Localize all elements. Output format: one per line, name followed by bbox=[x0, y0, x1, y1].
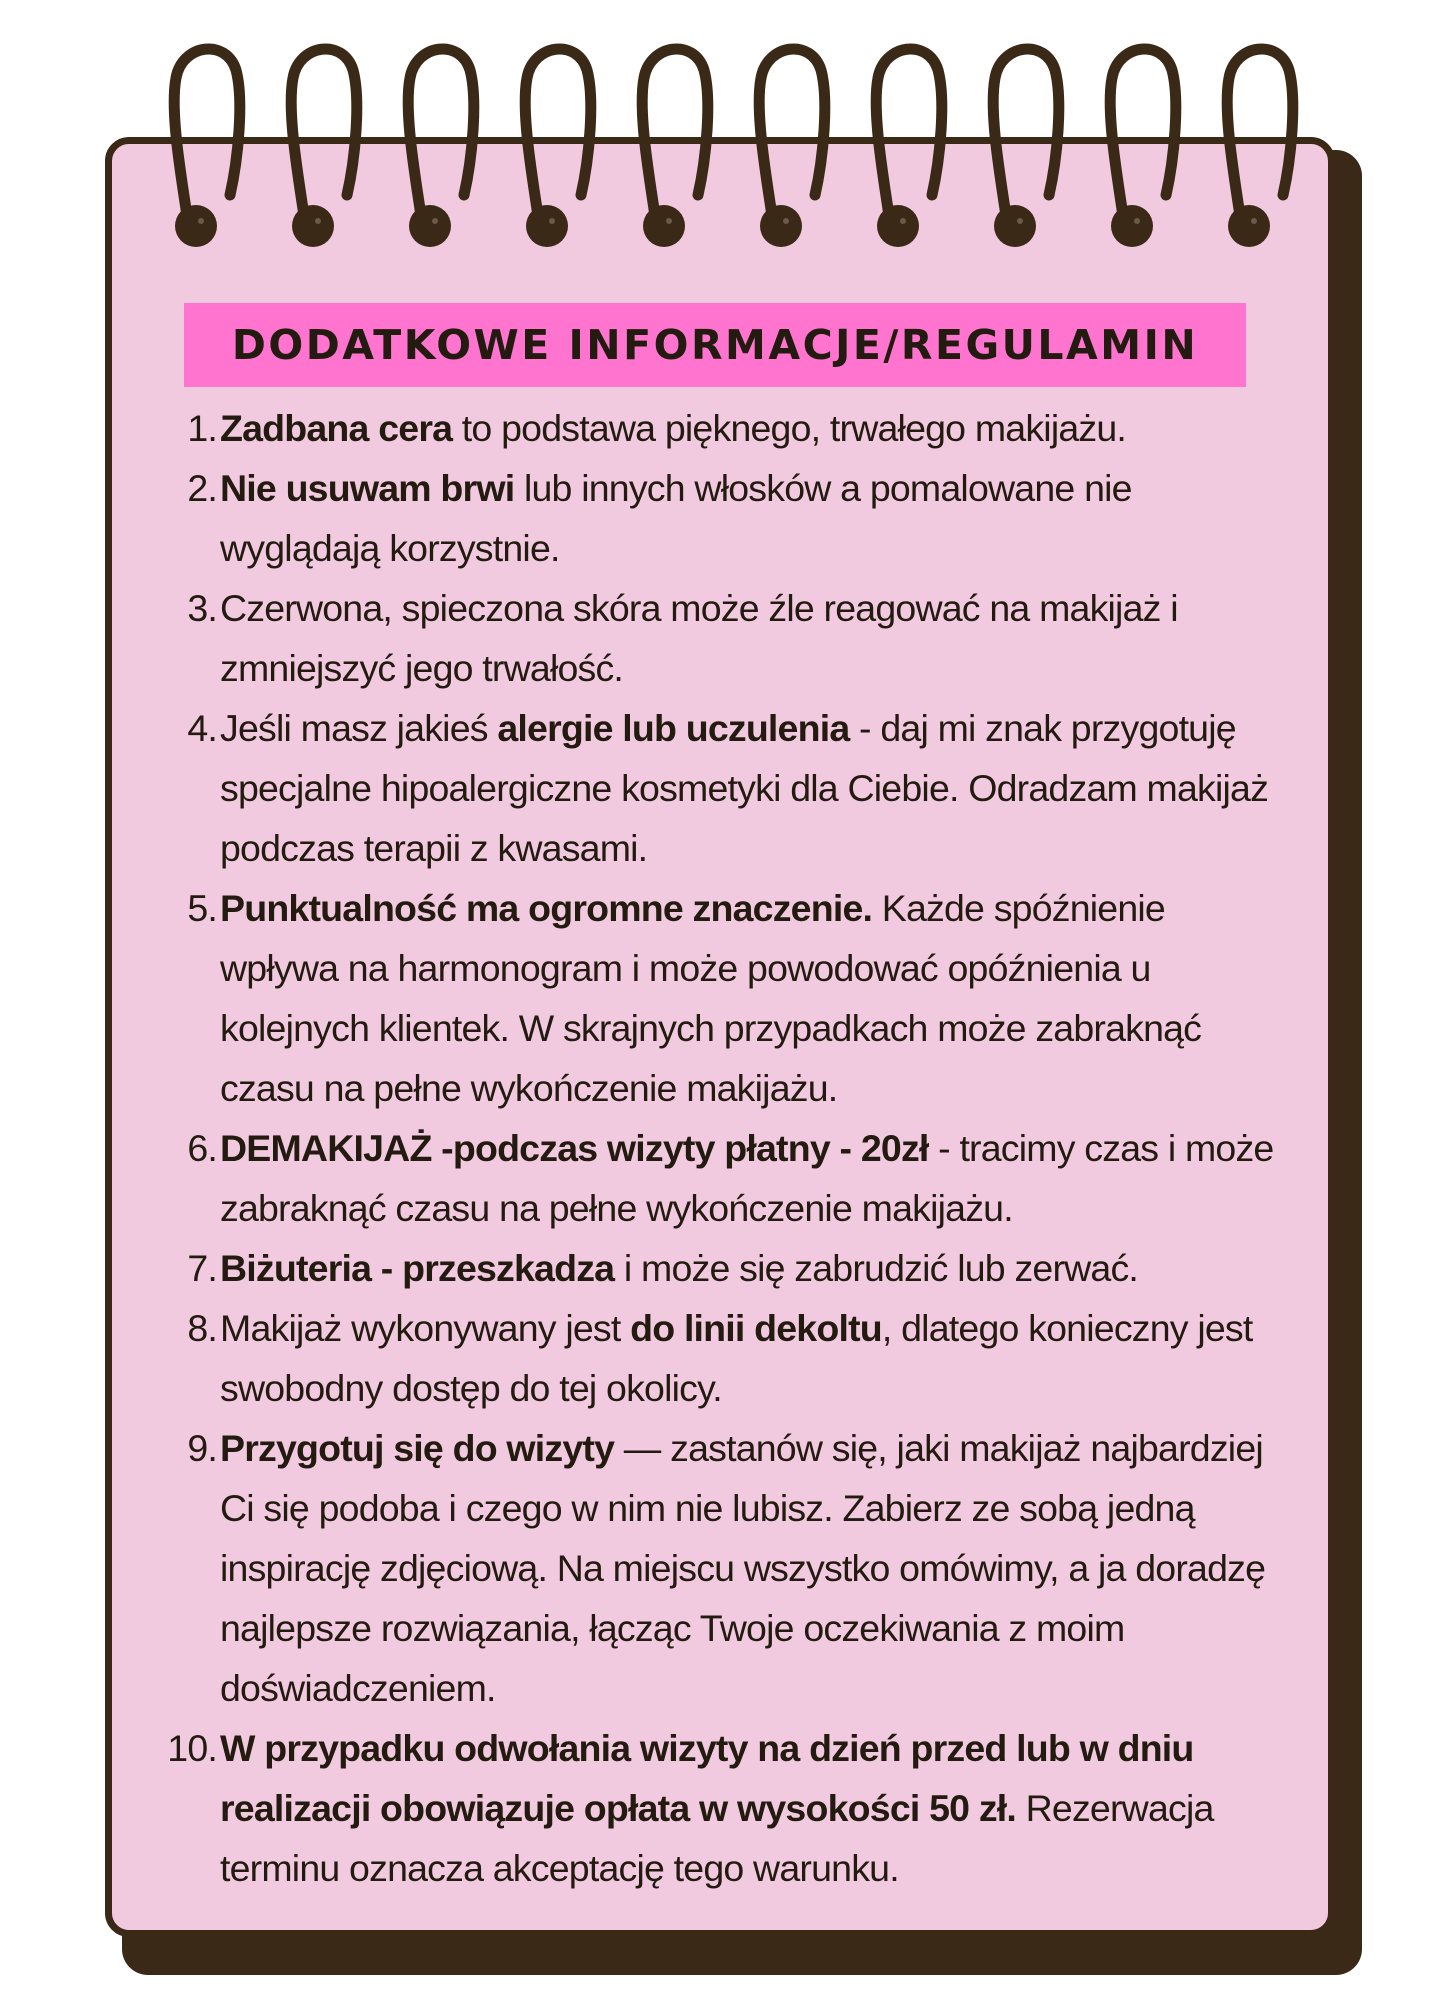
rule-text-prefix: Makijaż wykonywany jest bbox=[220, 1307, 631, 1349]
rule-text: — zastanów się, jaki makijaż najbardziej Ci się podoba i czego w nim nie lubisz. Zabierz ze sobą jedną inspirację zdjęciową. Na miejscu wszystko omówimy, a ja doradzę najlepsze rozwiązania, łącząc Twoje oczekiwania z moim doświadczeniem. bbox=[220, 1427, 1266, 1709]
rule-text: , dlatego konieczny jest swobodny dostęp do tej okolicy. bbox=[220, 1307, 1253, 1409]
rule-number: 4. bbox=[187, 707, 217, 749]
rule-item bbox=[140, 578, 1280, 698]
binding-loop bbox=[291, 49, 357, 222]
spiral-binding bbox=[0, 0, 1429, 260]
rule-bold-text: alergie lub uczulenia bbox=[497, 707, 850, 749]
rule-text: lub innych włosków a pomalowane nie wyglądają korzystnie. bbox=[220, 467, 1132, 569]
rule-text: - daj mi znak przygotuję specjalne hipoalergiczne kosmetyki dla Ciebie. Odradzam makijaż podczas terapii z kwasami. bbox=[220, 707, 1269, 869]
binding-ring bbox=[408, 49, 474, 247]
rule-bold-text: W przypadku odwołania wizyty na dzień przed lub w dniu realizacji obowiązuje opłata w wysokości 50 zł. bbox=[220, 1727, 1194, 1829]
rule-bold-text: Przygotuj się do wizyty bbox=[220, 1427, 615, 1469]
binding-ring bbox=[642, 49, 708, 247]
rule-number: 7. bbox=[187, 1247, 217, 1289]
rule-text-prefix: Jeśli masz jakieś bbox=[220, 707, 498, 749]
binding-ring bbox=[1227, 49, 1293, 247]
binding-loop bbox=[1110, 49, 1176, 222]
rule-number: 5. bbox=[187, 887, 217, 929]
binding-loop bbox=[525, 49, 591, 222]
title-band bbox=[184, 303, 1246, 387]
rule-number: 6. bbox=[187, 1127, 217, 1169]
rule-text: Rezerwacja terminu oznacza akceptację tego warunku. bbox=[220, 1787, 1214, 1889]
binding-loop bbox=[408, 49, 474, 222]
binding-loop bbox=[993, 49, 1059, 222]
binding-hole-highlight bbox=[1134, 218, 1140, 224]
rule-text: Czerwona, spieczona skóra może źle reagować na makijaż i zmniejszyć jego trwałość. bbox=[220, 587, 1178, 689]
rule-item bbox=[140, 398, 1280, 458]
rule-number: 8. bbox=[187, 1307, 217, 1349]
rule-number: 1. bbox=[187, 407, 217, 449]
binding-loop bbox=[759, 49, 825, 222]
rule-item bbox=[140, 458, 1280, 578]
rule-bold-text: Punktualność ma ogromne znaczenie. bbox=[220, 887, 873, 929]
rules-list bbox=[140, 398, 1280, 1898]
binding-hole-highlight bbox=[783, 218, 789, 224]
rule-bold-text: Nie usuwam brwi bbox=[220, 467, 515, 509]
binding-ring bbox=[525, 49, 591, 247]
binding-loop bbox=[174, 49, 240, 222]
rule-text: - tracimy czas i może zabraknąć czasu na pełne wykończenie makijażu. bbox=[220, 1127, 1274, 1229]
binding-hole-highlight bbox=[432, 218, 438, 224]
binding-loop bbox=[876, 49, 942, 222]
binding-hole-highlight bbox=[1017, 218, 1023, 224]
binding-ring bbox=[174, 49, 240, 247]
rule-bold-text: do linii dekoltu bbox=[630, 1307, 882, 1349]
binding-hole-highlight bbox=[315, 218, 321, 224]
binding-ring bbox=[876, 49, 942, 247]
rule-item bbox=[140, 878, 1280, 1118]
rule-item bbox=[140, 698, 1280, 878]
binding-hole-highlight bbox=[1251, 218, 1257, 224]
rule-item bbox=[140, 1238, 1280, 1298]
rule-bold-text: DEMAKIJAŻ -podczas wizyty płatny - 20zł bbox=[220, 1127, 929, 1169]
binding-loop bbox=[1227, 49, 1293, 222]
binding-hole-highlight bbox=[549, 218, 555, 224]
page-title: DODATKOWE INFORMACJE/REGULAMIN bbox=[231, 321, 1199, 369]
binding-ring bbox=[993, 49, 1059, 247]
binding-hole-highlight bbox=[900, 218, 906, 224]
rule-text: i może się zabrudzić lub zerwać. bbox=[614, 1247, 1139, 1289]
rule-number: 2. bbox=[187, 467, 217, 509]
rule-item bbox=[140, 1718, 1280, 1898]
rule-item bbox=[140, 1298, 1280, 1418]
binding-ring bbox=[291, 49, 357, 247]
binding-hole-highlight bbox=[666, 218, 672, 224]
rule-item bbox=[140, 1418, 1280, 1718]
rule-item bbox=[140, 1118, 1280, 1238]
rule-number: 9. bbox=[187, 1427, 217, 1469]
binding-hole-highlight bbox=[198, 218, 204, 224]
rule-bold-text: Biżuteria - przeszkadza bbox=[220, 1247, 615, 1289]
binding-loop bbox=[642, 49, 708, 222]
binding-ring bbox=[1110, 49, 1176, 247]
rule-number: 3. bbox=[187, 587, 217, 629]
rule-bold-text: Zadbana cera bbox=[220, 407, 453, 449]
rule-text: to podstawa pięknego, trwałego makijażu. bbox=[452, 407, 1127, 449]
rule-text: Każde spóźnienie wpływa na harmonogram i może powodować opóźnienia u kolejnych klientek. W skrajnych przypadkach może zabraknąć czasu na pełne wykończenie makijażu. bbox=[220, 887, 1202, 1109]
rule-number: 10. bbox=[167, 1727, 217, 1769]
binding-ring bbox=[759, 49, 825, 247]
